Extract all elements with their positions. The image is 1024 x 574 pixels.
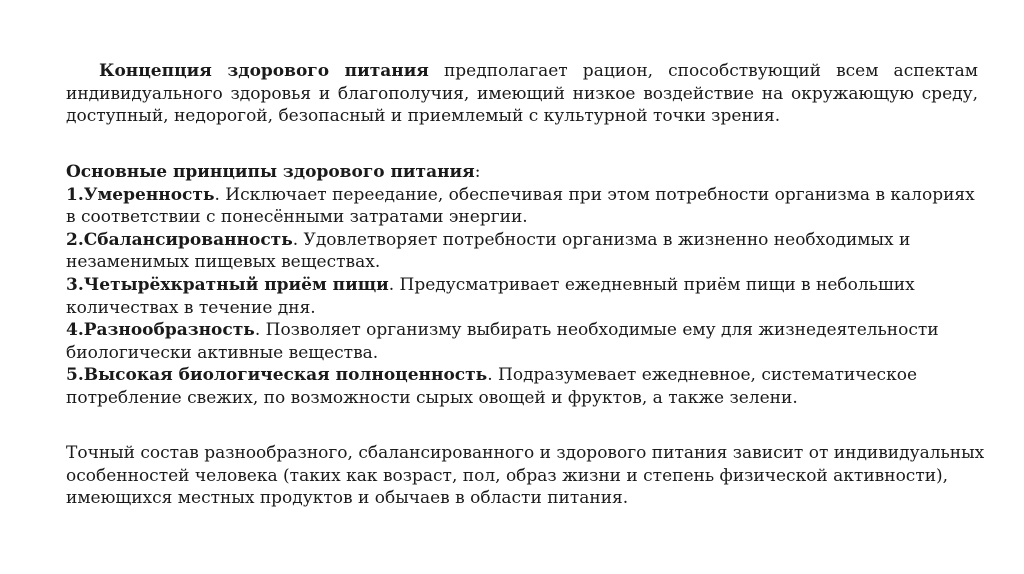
intro-text [66,60,978,128]
closing-paragraph [66,442,986,510]
principle-text: . Исключает переедание, обеспечивая при этом потребности организма в калориях в соответствии с понесёнными затратами энергии. [66,184,975,228]
principles-heading-text: Основные принципы здорового питания [66,162,475,182]
principle-title: 2.Сбалансированность [66,229,293,250]
intro-bold-lead: Концепция здорового питания [99,61,429,81]
principles-section [66,161,986,410]
intro-body: предполагает рацион, способствующий всем аспектам индивидуального здоровья и благополучия, имеющий низкое воздействие на окружающую среду, доступный, недорогой, безопасный и приемлемый с культурной точки зрения. [66,61,978,127]
intro-paragraph [66,60,978,128]
principle-item [66,274,986,319]
principle-item [66,319,986,364]
closing-text: Точный состав разнообразного, сбалансированного и здорового питания зависит от индивидуальных особенностей человека (таких как возраст, пол, образ жизни и степень физической активности), имеющихся местных продуктов и обычаев в области питания. [66,443,985,509]
principle-title: 5.Высокая биологическая полноценность [66,365,488,386]
principle-item [66,229,986,274]
principle-text: . Предусматривает ежедневный приём пищи в небольших количествах в течение дня. [66,274,915,318]
principle-item [66,364,986,409]
principles-heading [66,161,986,184]
principle-text: . Подразумевает ежедневное, систематическое потребление свежих, по возможности сырых овощей и фруктов, а также зелени. [66,365,917,408]
principle-title: 4.Разнообразность [66,320,255,341]
principles-heading-suffix: : [474,162,481,182]
principle-title: 1.Умеренность [66,184,215,205]
principle-text: . Позволяет организму выбирать необходимые ему для жизнедеятельности биологически активные вещества. [66,320,939,363]
principle-text: . Удовлетворяет потребности организма в жизненно необходимых и незаменимых пищевых веществах. [66,229,911,273]
principle-title: 3.Четырёхкратный приём пищи [66,274,389,295]
principle-item [66,184,986,229]
